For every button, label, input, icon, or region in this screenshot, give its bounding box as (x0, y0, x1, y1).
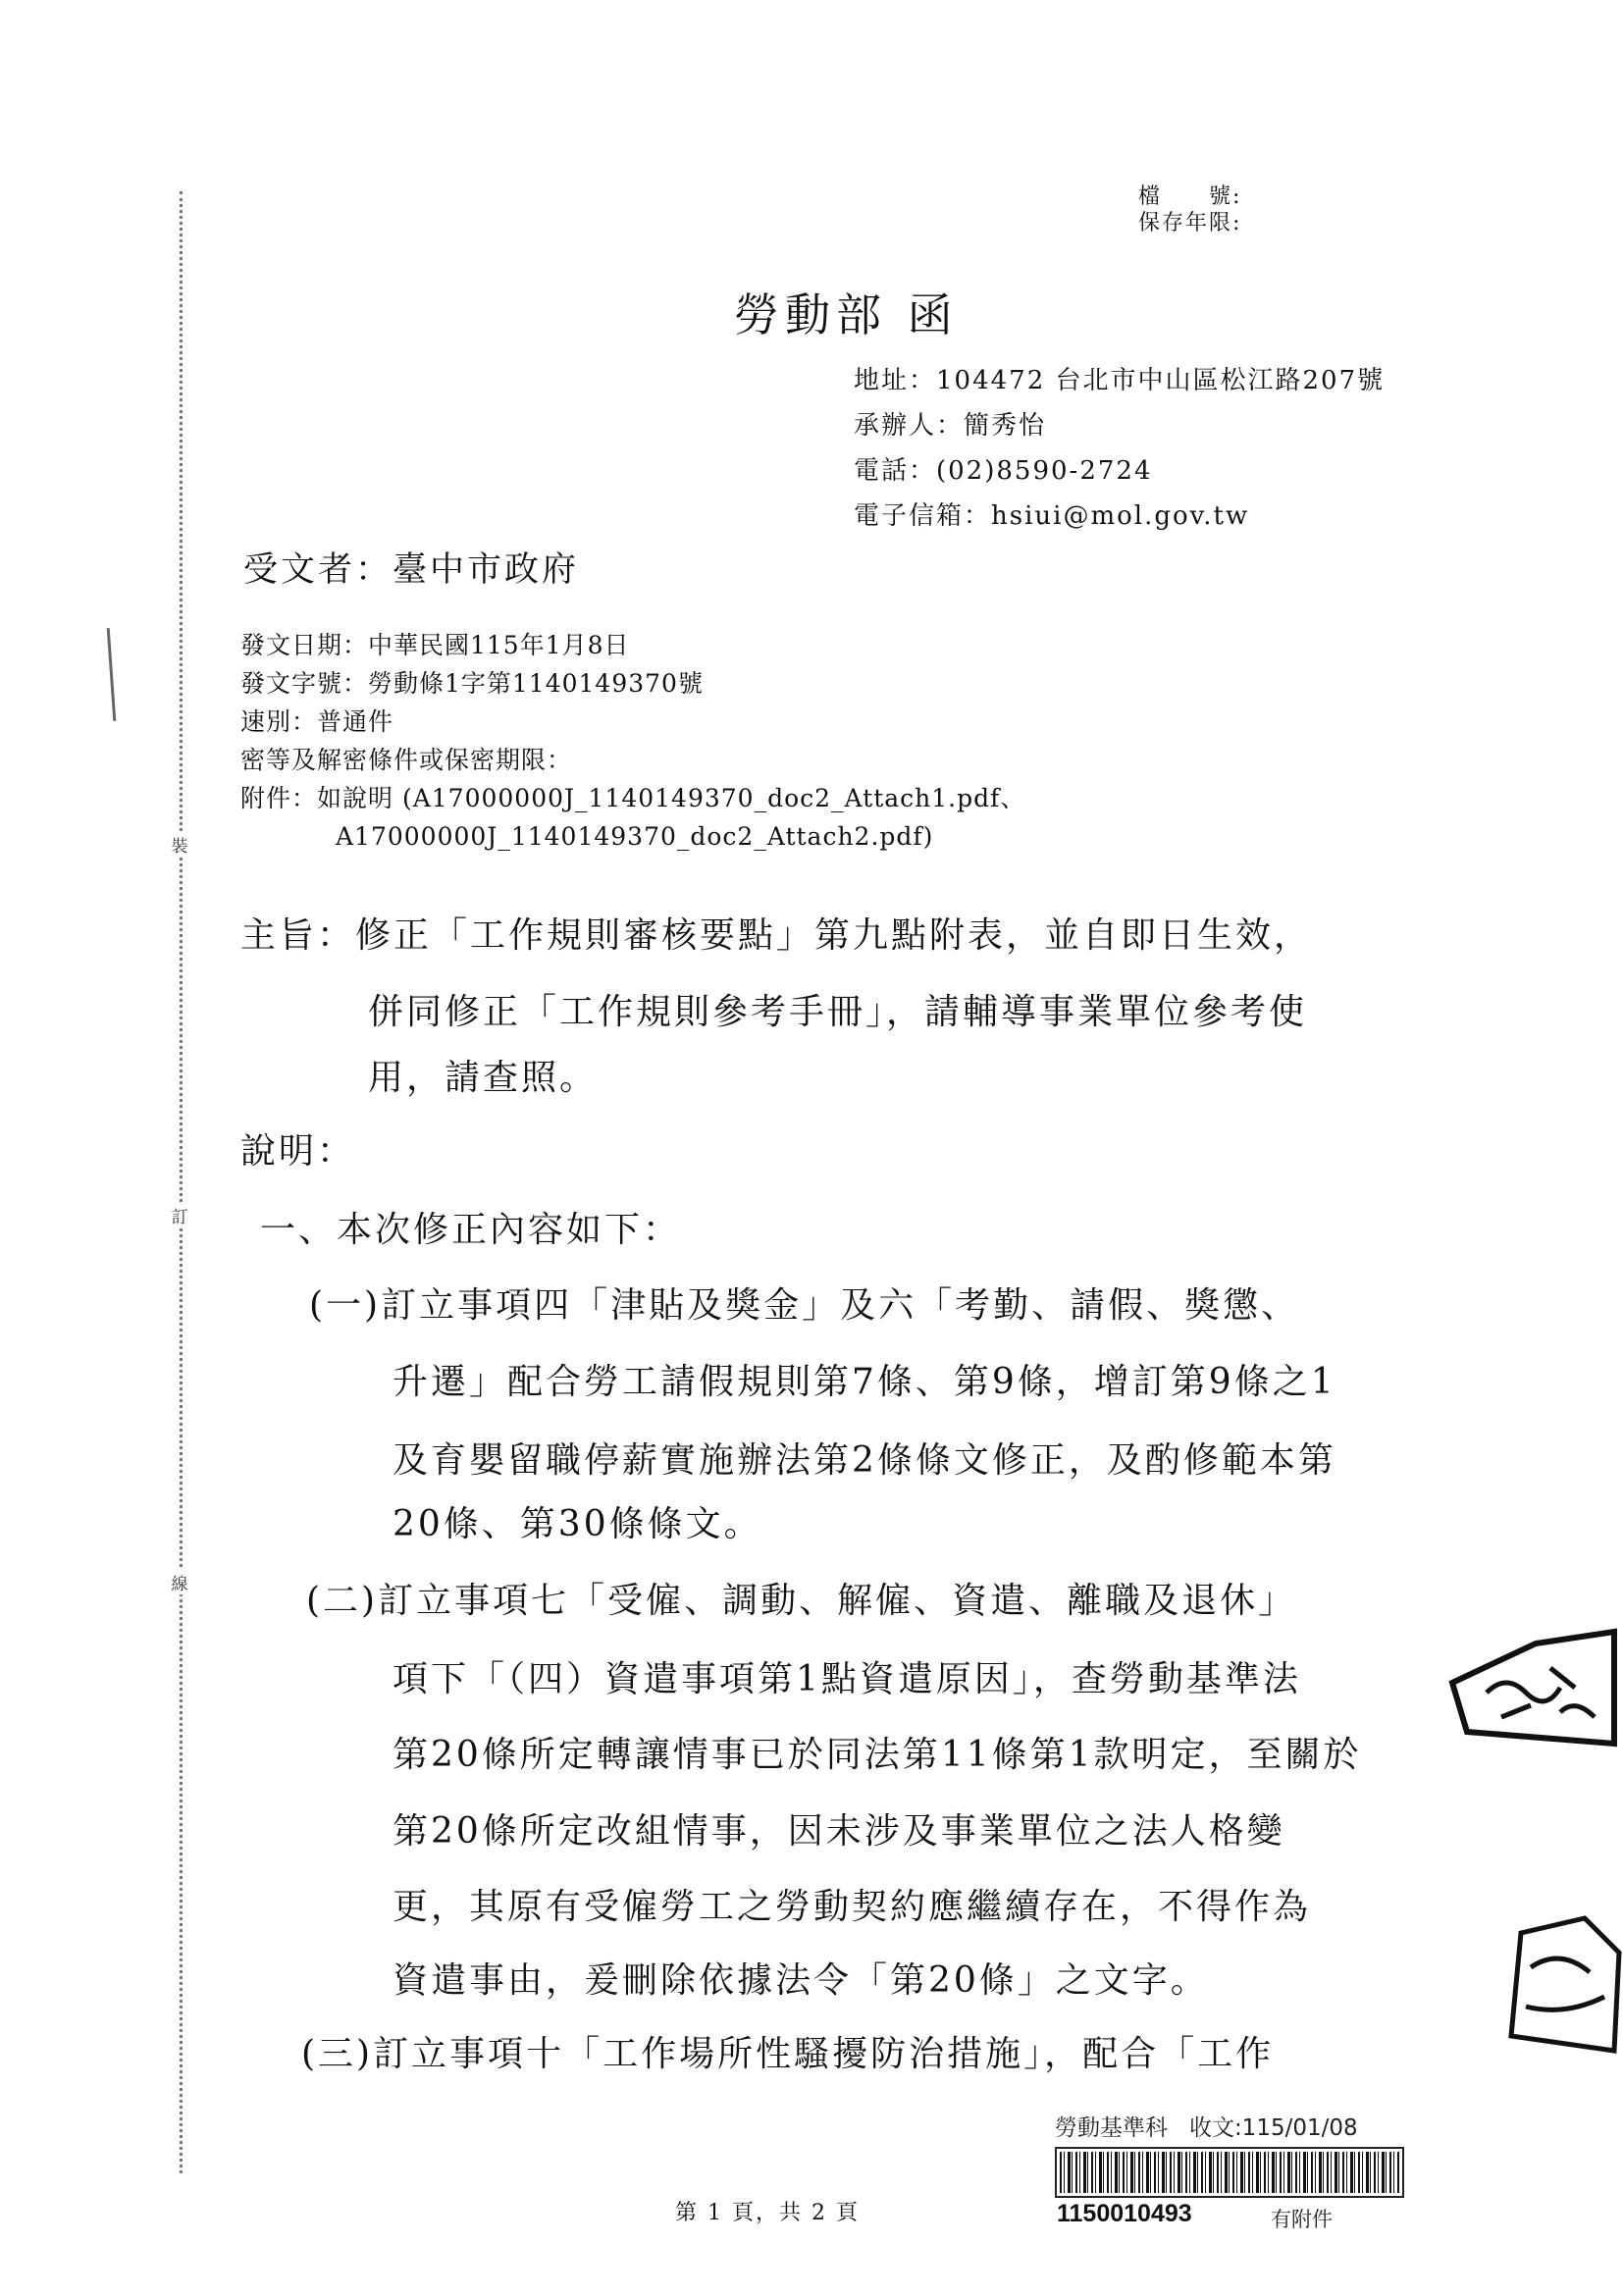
barcode-number: 1150010493 (1057, 2200, 1192, 2227)
item-2-line-5: 更，其原有受僱勞工之勞動契約應繼續存在，不得作為 (393, 1887, 1312, 1927)
page-number: 第 1 頁，共 2 頁 (675, 2201, 860, 2225)
item-1-line-1: (一)訂立事項四「津貼及獎金」及六「考勤、請假、獎懲、 (309, 1285, 1300, 1326)
priority: 速別：普通件 (240, 707, 394, 736)
receipt-stamp-header (1055, 2110, 1358, 2142)
binding-label-xian: 線 (161, 1570, 198, 1594)
file-number-label: 檔 號: (1138, 184, 1242, 209)
receipt-department: 勞動基準科 (1055, 2115, 1168, 2141)
document-title: 勞動部 函 (734, 288, 959, 341)
issue-date: 發文日期：中華民國115年1月8日 (240, 631, 630, 659)
item-1-line-4: 20條、第30條條文。 (393, 1504, 762, 1544)
binding-scratch-mark (107, 628, 117, 721)
explanation-label: 說明： (240, 1131, 356, 1172)
contact-block (854, 358, 1385, 539)
classification: 密等及解密條件或保密期限： (240, 746, 573, 774)
item-1-line-3: 及育嬰留職停薪實施辦法第2條條文修正，及酌修範本第 (393, 1440, 1336, 1481)
binding-dotted-line (180, 191, 183, 2173)
item-2-line-1: (二)訂立事項七「受僱、調動、解僱、資遣、離職及退休」 (306, 1581, 1297, 1621)
attachment-line-2: A17000000J_1140149370_doc2_Attach2.pdf) (336, 822, 934, 851)
item-2-line-3: 第20條所定轉讓情事已於同法第11條第1款明定，至關於 (393, 1735, 1362, 1775)
barcode (1055, 2147, 1404, 2198)
contact-address: 地址：104472 台北市中山區松江路207號 (854, 366, 1386, 395)
binding-label-zhuang: 裝 (161, 832, 198, 857)
attachment-note: 有附件 (1271, 2208, 1333, 2231)
document-number: 發文字號：勞動條1字第1140149370號 (240, 669, 704, 698)
receipt-stamp (1055, 2110, 1408, 2237)
item-1-line-2: 升遷」配合勞工請假規則第7條、第9條，增訂第9條之1 (393, 1362, 1336, 1402)
recipient: 受文者：臺中市政府 (243, 550, 580, 590)
attachment-line-1: 附件：如說明 (A17000000J_1140149370_doc2_Attach1.pdf、 (240, 784, 1026, 812)
explanation-point-1: 一、本次修正內容如下： (260, 1210, 682, 1250)
seal-stamp-fragment (1442, 1624, 1623, 1751)
item-2-line-4: 第20條所定改組情事，因未涉及事業單位之法人格變 (393, 1811, 1285, 1852)
contact-phone: 電話：(02)8590-2724 (854, 456, 1153, 486)
contact-email: 電子信箱：hsiui@mol.gov.tw (854, 501, 1250, 531)
binding-label-ding: 訂 (161, 1203, 198, 1227)
seal-stamp-fragment-2 (1492, 1913, 1623, 2061)
subject-line-2: 併同修正「工作規則參考手冊」，請輔導事業單位參考使 (368, 992, 1308, 1032)
item-2-line-6: 資遣事由，爰刪除依據法令「第20條」之文字。 (393, 1960, 1209, 2001)
retention-period-label: 保存年限: (1138, 211, 1242, 235)
item-2-line-2: 項下「（四）資遣事項第1點資遣原因」，查勞動基準法 (393, 1659, 1301, 1699)
item-3-line-1: (三)訂立事項十「工作場所性騷擾防治措施」，配合「工作 (301, 2034, 1275, 2074)
meta-block (240, 626, 1025, 856)
subject-line-1: 主旨：修正「工作規則審核要點」第九點附表，並自即日生效， (240, 915, 1313, 956)
contact-handler: 承辦人：簡秀怡 (854, 411, 1047, 441)
subject-line-3: 用，請查照。 (368, 1058, 599, 1098)
receipt-date: 收文:115/01/08 (1188, 2115, 1358, 2141)
